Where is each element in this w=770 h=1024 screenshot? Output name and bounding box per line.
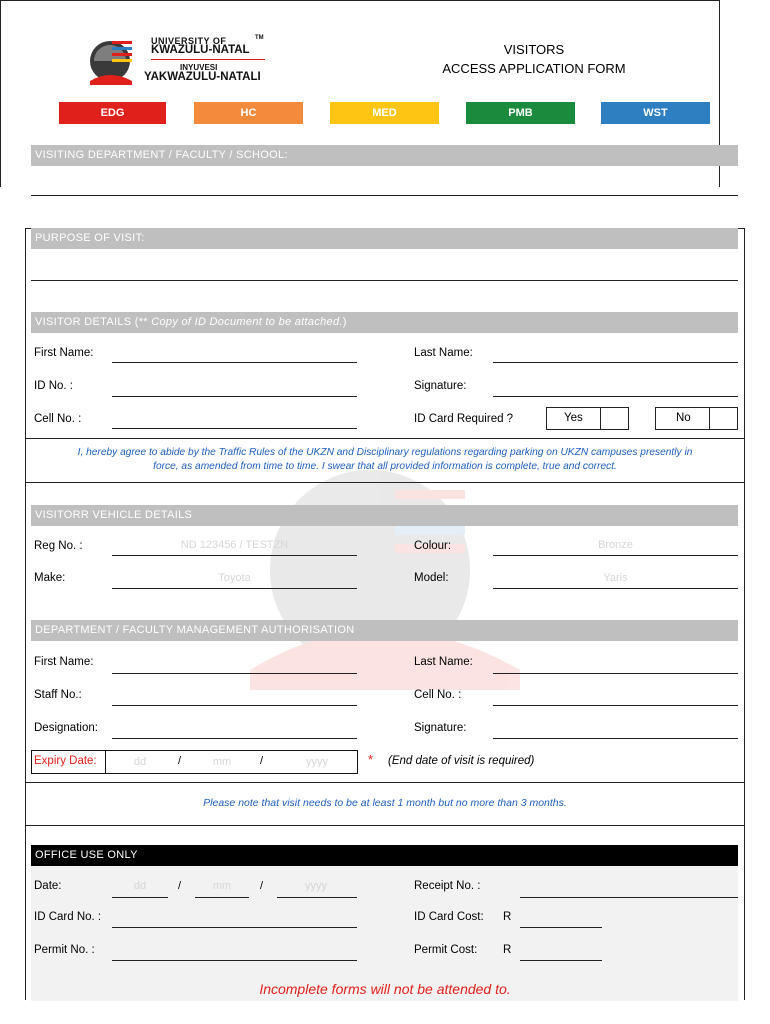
- campus-edg: EDG: [59, 102, 166, 124]
- permit-cost-label: Permit Cost:: [414, 944, 478, 956]
- make-placeholder: Toyota: [218, 572, 251, 584]
- staff-no-field[interactable]: [112, 705, 357, 706]
- logo-line4: YAKWAZULU-NATALI: [144, 71, 261, 83]
- form-frame-right: [744, 228, 745, 1000]
- visitor-cell-no-label: Cell No. :: [34, 413, 82, 425]
- visitor-last-name-field[interactable]: [493, 362, 738, 363]
- logo-divider: [151, 59, 265, 60]
- id-card-yes-option[interactable]: [546, 407, 629, 430]
- reg-no-placeholder: ND 123456 / TESTZN: [180, 539, 289, 551]
- note-rule-top: [25, 782, 745, 783]
- auth-cell-no-field[interactable]: [493, 705, 738, 706]
- colour-placeholder: Bronze: [598, 539, 633, 551]
- make-field[interactable]: [112, 588, 357, 589]
- expiry-date-label: Expiry Date:: [34, 755, 97, 767]
- expiry-slash-1: /: [178, 755, 182, 767]
- department-field[interactable]: [31, 195, 738, 196]
- auth-last-name-field[interactable]: [493, 673, 738, 674]
- auth-signature-field[interactable]: [493, 738, 738, 739]
- receipt-no-label: Receipt No. :: [414, 880, 481, 892]
- model-field[interactable]: [493, 588, 738, 589]
- logo-line3: INYUVESI: [180, 63, 218, 72]
- auth-first-name-label: First Name:: [34, 656, 94, 668]
- visitor-first-name-field[interactable]: [112, 362, 357, 363]
- reg-no-label: Reg No. :: [34, 540, 83, 552]
- required-asterisk: *: [368, 752, 374, 767]
- yes-label: Yes: [564, 412, 583, 424]
- ukzn-logo-icon: [88, 31, 136, 89]
- model-placeholder: Yaris: [603, 572, 628, 584]
- agreement-line2: force, as amended from time to time. I swear that all provided information is complete, true and correct.: [153, 461, 617, 472]
- expiry-note: (End date of visit is required): [388, 755, 535, 767]
- visitor-signature-field[interactable]: [493, 396, 738, 397]
- expiry-divider: [105, 751, 106, 773]
- id-card-cost-currency: R: [503, 911, 512, 923]
- section-office: OFFICE USE ONLY: [31, 845, 738, 866]
- section-vehicle: VISITORR VEHICLE DETAILS: [31, 505, 738, 526]
- visitor-signature-label: Signature:: [414, 380, 467, 392]
- visitor-first-name-label: First Name:: [34, 347, 94, 359]
- id-card-no-label: ID Card No. :: [34, 911, 102, 923]
- office-mm-line: [195, 897, 249, 898]
- visitor-cell-no-field[interactable]: [112, 428, 357, 429]
- permit-cost-field[interactable]: [520, 960, 602, 961]
- staff-no-label: Staff No.:: [34, 689, 82, 701]
- office-date-label: Date:: [34, 880, 62, 892]
- office-dd-line: [112, 897, 168, 898]
- office-yyyy[interactable]: yyyy: [305, 880, 327, 892]
- section-authorisation: DEPARTMENT / FACULTY MANAGEMENT AUTHORISATION: [31, 620, 738, 641]
- permit-no-label: Permit No. :: [34, 944, 95, 956]
- visitor-id-no-label: ID No. :: [34, 380, 73, 392]
- expiry-yyyy[interactable]: yyyy: [306, 756, 328, 768]
- id-card-no-field[interactable]: [112, 927, 357, 928]
- yes-checkbox[interactable]: [600, 408, 601, 429]
- campus-wst: WST: [601, 102, 710, 124]
- section-visitor: VISITOR DETAILS (** Copy of ID Document to be attached.): [31, 312, 738, 333]
- purpose-field[interactable]: [31, 280, 738, 281]
- office-yyyy-line: [277, 897, 357, 898]
- expiry-slash-2: /: [260, 755, 264, 767]
- form-title-line2: ACCESS APPLICATION FORM: [442, 61, 626, 76]
- no-checkbox[interactable]: [709, 408, 710, 429]
- make-label: Make:: [34, 572, 66, 584]
- visitor-id-no-field[interactable]: [112, 396, 357, 397]
- section-department: VISITING DEPARTMENT / FACULTY / SCHOOL:: [31, 145, 738, 166]
- logo-tm: TM: [255, 35, 264, 41]
- logo-line1: UNIVERSITY OF: [151, 36, 227, 46]
- incomplete-warning: Incomplete forms will not be attended to.: [259, 981, 511, 997]
- id-card-cost-field[interactable]: [520, 927, 602, 928]
- duration-note: Please note that visit needs to be at least 1 month but no more than 3 months.: [203, 797, 567, 809]
- agreement-line1: I, hereby agree to abide by the Traffic Rules of the UKZN and Disciplinary regulations regarding parking on UKZN campuses presently in: [77, 447, 693, 458]
- id-card-required-label: ID Card Required ?: [414, 413, 514, 425]
- designation-field[interactable]: [112, 738, 357, 739]
- office-slash-2: /: [260, 880, 264, 892]
- designation-label: Designation:: [34, 722, 98, 734]
- colour-field[interactable]: [493, 555, 738, 556]
- receipt-no-field[interactable]: [520, 897, 738, 898]
- note-rule-bottom: [25, 825, 745, 826]
- auth-cell-no-label: Cell No. :: [414, 689, 462, 701]
- campus-med: MED: [330, 102, 439, 124]
- form-title-line1: VISITORS: [503, 42, 565, 57]
- expiry-dd[interactable]: dd: [133, 756, 147, 768]
- auth-signature-label: Signature:: [414, 722, 467, 734]
- id-card-no-option[interactable]: [655, 407, 738, 430]
- permit-cost-currency: R: [503, 944, 512, 956]
- colour-label: Colour:: [414, 540, 452, 552]
- office-mm[interactable]: mm: [212, 880, 232, 892]
- frame-top-stub-right: [738, 228, 745, 229]
- visitor-last-name-label: Last Name:: [414, 347, 473, 359]
- section-purpose: PURPOSE OF VISIT:: [31, 228, 738, 249]
- campus-hc: HC: [194, 102, 303, 124]
- reg-no-field[interactable]: [112, 555, 357, 556]
- expiry-mm[interactable]: mm: [212, 756, 232, 768]
- no-label: No: [676, 412, 691, 424]
- logo-line2: KWAZULU-NATAL: [151, 44, 250, 56]
- permit-no-field[interactable]: [112, 960, 357, 961]
- office-slash-1: /: [178, 880, 182, 892]
- campus-pmb: PMB: [466, 102, 575, 124]
- office-dd[interactable]: dd: [133, 880, 147, 892]
- id-card-cost-label: ID Card Cost:: [414, 911, 484, 923]
- model-label: Model:: [414, 572, 449, 584]
- auth-last-name-label: Last Name:: [414, 656, 473, 668]
- auth-first-name-field[interactable]: [112, 673, 357, 674]
- form-frame-left: [25, 228, 26, 1000]
